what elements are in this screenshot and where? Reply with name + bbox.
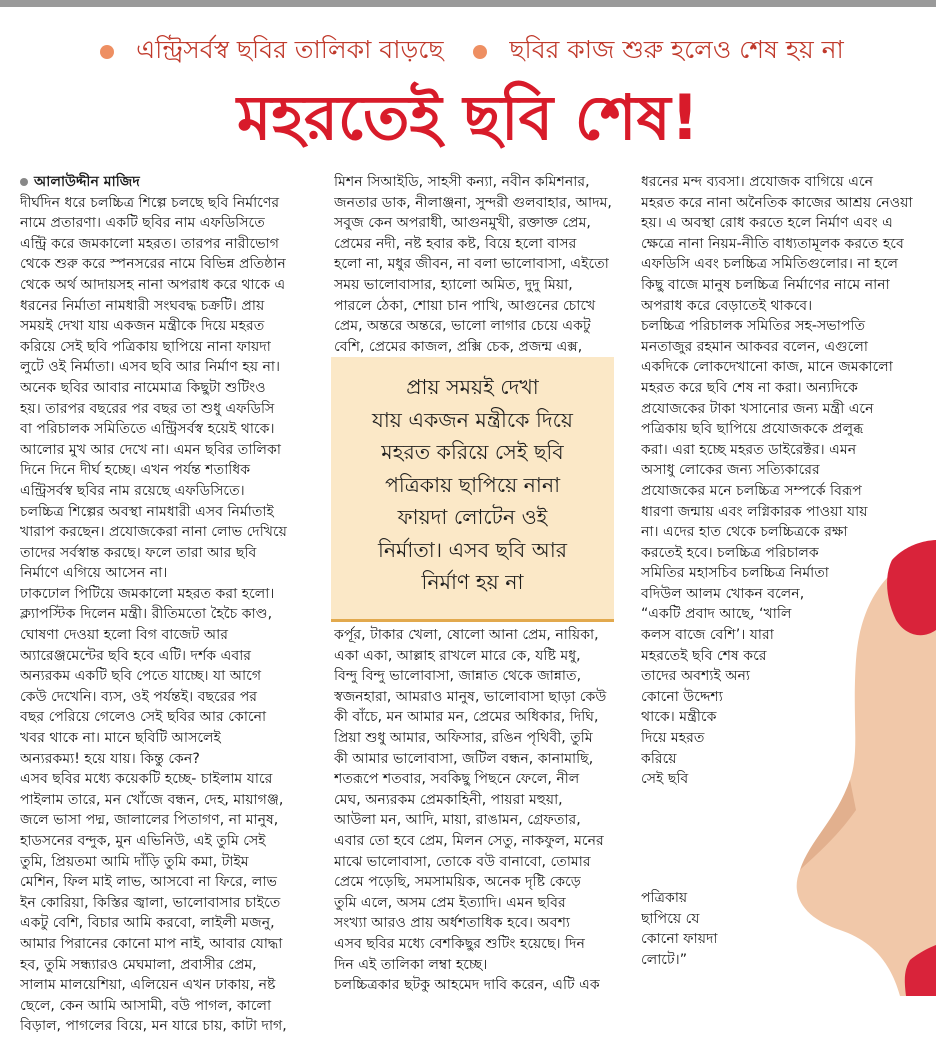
text-line: নির্মাণে এগিয়ে আসেন না। [20,565,168,582]
text-line: ক্ল্যাপস্টিক দিলেন মন্ত্রী। রীতিমতো হৈচৈ কাণ্ড, [20,606,273,623]
text-line: হাডসনের বন্দুক, মুন এভিনিউ, এই তুমি সেই [20,833,266,849]
text-line: এন্ট্রিসর্বস্ব ছবির নাম রয়েছে এফডিসিতে। [20,482,245,499]
byline-bullet-icon [20,178,28,186]
text-line: হব, তুমি সন্ধ্যারও মেঘমালা, প্রবাসীর প্রেম, [20,956,257,973]
pull-quote [331,357,614,622]
text-line: বেশি, প্রেমের কাজল, প্রক্সি চেক, প্রজন্ম এক্স, [334,338,583,355]
text-line: দিন এই তালিকা লম্বা হচ্ছে। [334,956,488,973]
text-line: কোনো ফায়দা [641,931,718,948]
text-line: কেউ দেখেনি। ব্যস, ওই পর্যন্তই। বছরের পর [20,688,258,705]
text-line: মিশন সিআইডি, সাহসী কন্যা, নবীন কমিশনার, [334,174,590,190]
kicker-line [0,30,936,73]
column-1-lines [20,193,318,1037]
text-line: সংখ্যা আরও প্রায় অর্ধশতাধিক হবে। অবশ্য [334,915,571,932]
text-line: ঘোষণা দেওয়া হলো বিগ বাজেট আর [20,627,229,644]
bullet-dot-icon [473,45,487,59]
text-line: কী আমার ভালোবাসা, জটিল বন্ধন, কানামাছি, [334,750,594,767]
text-line: থেকে অর্থ আদায়সহ নানা অপরাধ করে থাকে এ [20,276,286,293]
text-line: আলোর মুখ আর দেখে না। এমন ছবির তালিকা [20,441,281,458]
text-line: করিয়ে সেই ছবি পত্রিকায় ছাপিয়ে নানা ফায়দা [20,338,271,355]
text-line: থাকে। মন্ত্রীকে [641,709,717,726]
text-line: চলচ্চিত্র শিল্পের অবস্থা নামধারী এসব নির্মাতাই [20,503,274,520]
bullet-dot-icon [100,45,114,59]
column-2-top-lines [334,172,624,357]
text-line: মহরত করিয়ে সেই ছবি [381,440,564,464]
text-line: বদিউল আলম খোকন বলেন, [641,585,805,602]
text-line: দিনে দিনে দীর্ঘ হচ্ছে। এখন পর্যন্ত শতাধিক [20,462,251,479]
text-line: বছর পেরিয়ে গেলেও সেই ছবির আর কোনো [20,709,267,726]
text-line: ছাপিয়ে যে [641,910,700,927]
byline [20,172,318,193]
text-line: সময় ভালোবাসার, হ্যালো অমিত, দুদু মিয়া, [334,276,573,293]
text-line: অ্যারেঞ্জমেন্টের ছবি হবে এটি। দর্শক এবার [20,647,252,664]
text-line: শতরূপে শতবার, সবকিছু পিছনে ফেলে, নীল [334,771,580,788]
text-line: অন্যরকম একটি ছবি পেতে যাচ্ছে। যা আগে [20,668,262,685]
model-photo [660,540,936,996]
text-line: পত্রিকায় ছাপিয়ে নানা [384,472,561,497]
text-line: বিন্দু বিন্দু ভালোবাসা, জান্নাত থেকে জান্নাত, [334,668,582,685]
text-line: ফায়দা লোটেন ওই [397,505,548,529]
text-line: প্রায় সময়ই দেখা [406,375,539,399]
text-line: প্রিয়া শুধু আমার, অফিসার, রঙিন পৃথিবী, তুমি [334,729,593,746]
text-line: পত্রিকায় [641,890,688,906]
text-line: যায় একজন মন্ত্রীকে দিয়ে [372,407,573,432]
text-line: “একটি প্রবাদ আছে, ‘খালি [641,606,792,623]
text-line: সালাম মালয়েশিয়া, এলিয়েন এখন ঢাকায়, নষ্ট [20,977,276,994]
text-line: সেই ছবি [641,771,689,788]
text-line: তাদের অবশ্যই অন্য [641,668,750,685]
article-column-2-bottom [334,625,624,996]
byline-text: আলাউদ্দীন মাজিদ [34,174,140,190]
text-line: কোনো উদ্দেশ্য [641,688,723,705]
text-line: করিয়ে [641,750,677,767]
text-line: আউলা মন, আদি, মায়া, রাঙামন, গ্রেফতার, [334,812,581,829]
text-line: চলচ্চিত্র পরিচালক সমিতির সহ-সভাপতি [641,318,866,335]
text-line: বা পরিচালক সমিতিতে এন্ট্রিসর্বস্ব হয়েই থাকে। [20,421,275,438]
text-line: দিয়ে মহরত [641,730,705,747]
text-line: মহরতেই ছবি শেষ করে [641,647,767,664]
text-line: না। এদের হাত থেকে চলচ্চিত্রকে রক্ষা [641,524,848,541]
text-line: অনেক ছবির আবার নামেমাত্র কিছুটা শুটিংও [20,379,266,396]
text-line: এসব ছবির মধ্যে বেশকিছুর শুটিং হয়েছে। দিন [334,935,585,952]
text-line: এন্ট্রি করে জমকালো মহরত। তারপর নারীভোগ [20,235,280,252]
column-2-bottom-lines [334,625,624,996]
text-line: ক্ষেত্রে নানা নিয়ম-নীতি বাধ্যতামূলক করতে হবে [641,235,904,252]
text-line: চলচ্চিত্রকার ছটকু আহমেদ দাবি করেন, এটি এক [334,977,600,994]
text-line: মেঘ, অন্যরকম প্রেমকাহিনী, পায়রা মহুয়া, [334,791,563,808]
text-line: থেকে শুরু করে স্পনসরের নামে বিভিন্ন প্রতিষ্ঠান [20,256,286,273]
text-line: একটু বেশি, বিচার আমি করবো, লাইলী মজনু, [20,915,275,932]
text-line: নামে প্রতারণা। একটি ছবির নাম এফডিসিতে [20,215,265,232]
text-line: তুমি এলে, অসম প্রেম ইত্যাদি। এমন ছবির [334,894,566,911]
text-line: সবুজ কেন অপরাধী, আগুনমুখী, রক্তাক্ত প্রেম, [334,215,591,232]
text-line: মনতাজুর রহমান আকবর বলেন, এগুলো [641,338,868,355]
text-line: প্রেম, অন্তরে অন্তরে, ভালো লাগার চেয়ে একটু [334,318,591,335]
text-line: ঢাকঢোল পিটিয়ে জমকালো মহরত করা হলো। [20,585,275,602]
text-line: নির্মাণ হয় না [421,570,524,594]
text-line: জলে ভাসা পদ্ম, জালালের পিতাগণ, না মানুষ, [20,812,279,829]
text-line: একা একা, আল্লাহ রাখলে মারে কে, যষ্টি মধু, [334,647,581,664]
text-line: পত্রিকায় ছবি ছাপিয়ে প্রযোজককে প্রলুব্ধ [641,421,864,438]
text-line: এবার তো হবে প্রেম, মিলন সেতু, নাকফুল, মনের [334,832,604,849]
text-line: মেশিন, ফিল মাই লাভ, আসবো না ফিরে, লাভ [20,874,277,891]
text-line: সমিতির মহাসচিব চলচ্চিত্র নির্মাতা [641,565,829,582]
text-line: অসাধু লোকের জন্য সত্যিকারের [641,462,820,479]
text-line: করা। এরা হচ্ছে মহরত ডাইরেক্টর। এমন [641,441,857,458]
headline: মহরতেই ছবি শেষ! [236,81,700,154]
text-line: খবর থাকে না। মানে ছবিটি আসলেই [20,730,221,747]
kicker-1: এন্ট্রিসর্বস্ব ছবির তালিকা বাড়ছে [136,35,444,64]
text-line: প্রেমে পড়েছি, সমসাময়িক, অনেক দৃষ্টি কেড়ে [334,874,581,891]
text-line: হলো না, মধুর জীবন, না বলা ভালোবাসা, এইতো [334,256,609,273]
text-line: পাইলাম তারে, মন খোঁজে বন্ধন, দেহ, মায়াগঞ্জ, [20,791,284,808]
text-line: করতেই হবে। চলচ্চিত্র পরিচালক [641,544,819,561]
text-line: জনতার ডাক, নীলাঞ্জনা, সুন্দরী গুলবাহার, আদম, [334,194,612,211]
text-line: মহরত করে নানা অনৈতিক কাজের আশ্রয় নেওয়া [641,194,913,211]
text-line: মহরত করে ছবি শেষ না করা। অন্যদিকে [641,379,858,396]
text-line: ধরনের মন্দ ব্যবসা। প্রযোজক বাগিয়ে এনে [641,174,874,190]
text-line: নির্মাতা। এসব ছবি আর [377,537,568,562]
text-line: এফডিসি এবং চলচ্চিত্র সমিতিগুলোর। না হলে [641,256,898,273]
pull-quote-lines [331,371,614,599]
text-line: পারলে ঠেকা, শোয়া চান পাখি, আগুনের চোখে [334,297,596,314]
text-line: অন্যরকম্য! হয়ে যায়। কিন্তু কেন? [20,750,200,767]
kicker-2: ছবির কাজ শুরু হলেও শেষ হয় না [509,35,844,64]
text-line: ধারণা জন্মায় এবং লগ্নিকারক পাওয়া যায় [641,503,868,520]
article-column-1 [20,172,318,1037]
text-line: তাদের সর্বস্বান্ত করছে। ফলে তারা আর ছবি [20,544,257,561]
text-line: লুটে ওই নির্মাতা। এসব ছবি আর নির্মাণ হয় না। [20,359,281,376]
text-line: স্বজনহারা, আমরাও মানুষ, ভালোবাসা ছাড়া কেউ [334,688,607,705]
text-line: হয়। এ অবস্থা রোধ করতে হলে নির্মাণ এবং এ [641,215,893,232]
text-line: তুমি, প্রিয়তমা আমি দাঁড়ি তুমি কমা, টাইম [20,853,249,870]
text-line: কলস বাজে বেশি’। যারা [641,627,774,644]
top-rule [0,0,936,7]
text-line: কর্পূর, টাকার খেলা, ষোলো আনা প্রেম, নায়িকা, [334,627,599,643]
text-line: আমার পিরানের কোনো মাপ নাই, আবার যোদ্ধা [20,935,283,952]
text-line: প্রযোজকের মনে চলচ্চিত্র সম্পর্কে বিরূপ [641,482,862,499]
article-column-2-top [334,172,624,357]
text-line: বিড়াল, পাগলের বিয়ে, মন যারে চায়, কাটা দাগ, [20,1018,287,1035]
text-line: এসব ছবির মধ্যে কয়েকটি হচ্ছে- চাইলাম যারে [20,771,273,788]
text-line: একদিকে লোকদেখানো কাজ, মানে জমকালো [641,359,893,376]
text-line: প্রেমের নদী, নষ্ট হবার কষ্ট, বিয়ে হলো বাসর [334,235,577,252]
text-line: সময়ই দেখা যায় একজন মন্ত্রীকে দিয়ে মহরত [20,318,265,335]
text-line: হয়। তারপর বছরের পর বছর তা শুধু এফডিসি [20,400,275,417]
text-line: খারাপ করছেন। প্রযোজকেরা নানা লোভ দেখিয়ে [20,524,287,541]
text-line: কিছু বাজে মানুষ চলচ্চিত্র নির্মাণের নামে নানা [641,276,890,293]
text-line: প্রযোজকের টাকা খসানোর জন্য মন্ত্রী এনে [641,400,874,417]
text-line: ছেলে, কেন আমি আসামী, বউ পাগল, কালো [20,997,272,1014]
text-line: অপরাধ করে বেড়াতেই থাকবে। [641,297,813,314]
text-line: ইন কোরিয়া, কিস্তির জ্বালা, ভালোবাসার চাইতে [20,894,281,911]
text-line: দীর্ঘদিন ধরে চলচ্চিত্র শিল্পে চলছে ছবি নির্মাণের [20,194,280,211]
text-line: কী বাঁচে, মন আমার মন, প্রেমের অধিকার, দিঘি, [334,709,599,726]
text-line: ধরনের নির্মাতা নামধারী সংঘবদ্ধ চক্রটি। প্রায় [20,297,265,314]
text-line: লোটে।” [641,951,687,968]
text-line: মাঝে ভালোবাসা, তোকে বউ বানাবো, তোমার [334,853,591,870]
